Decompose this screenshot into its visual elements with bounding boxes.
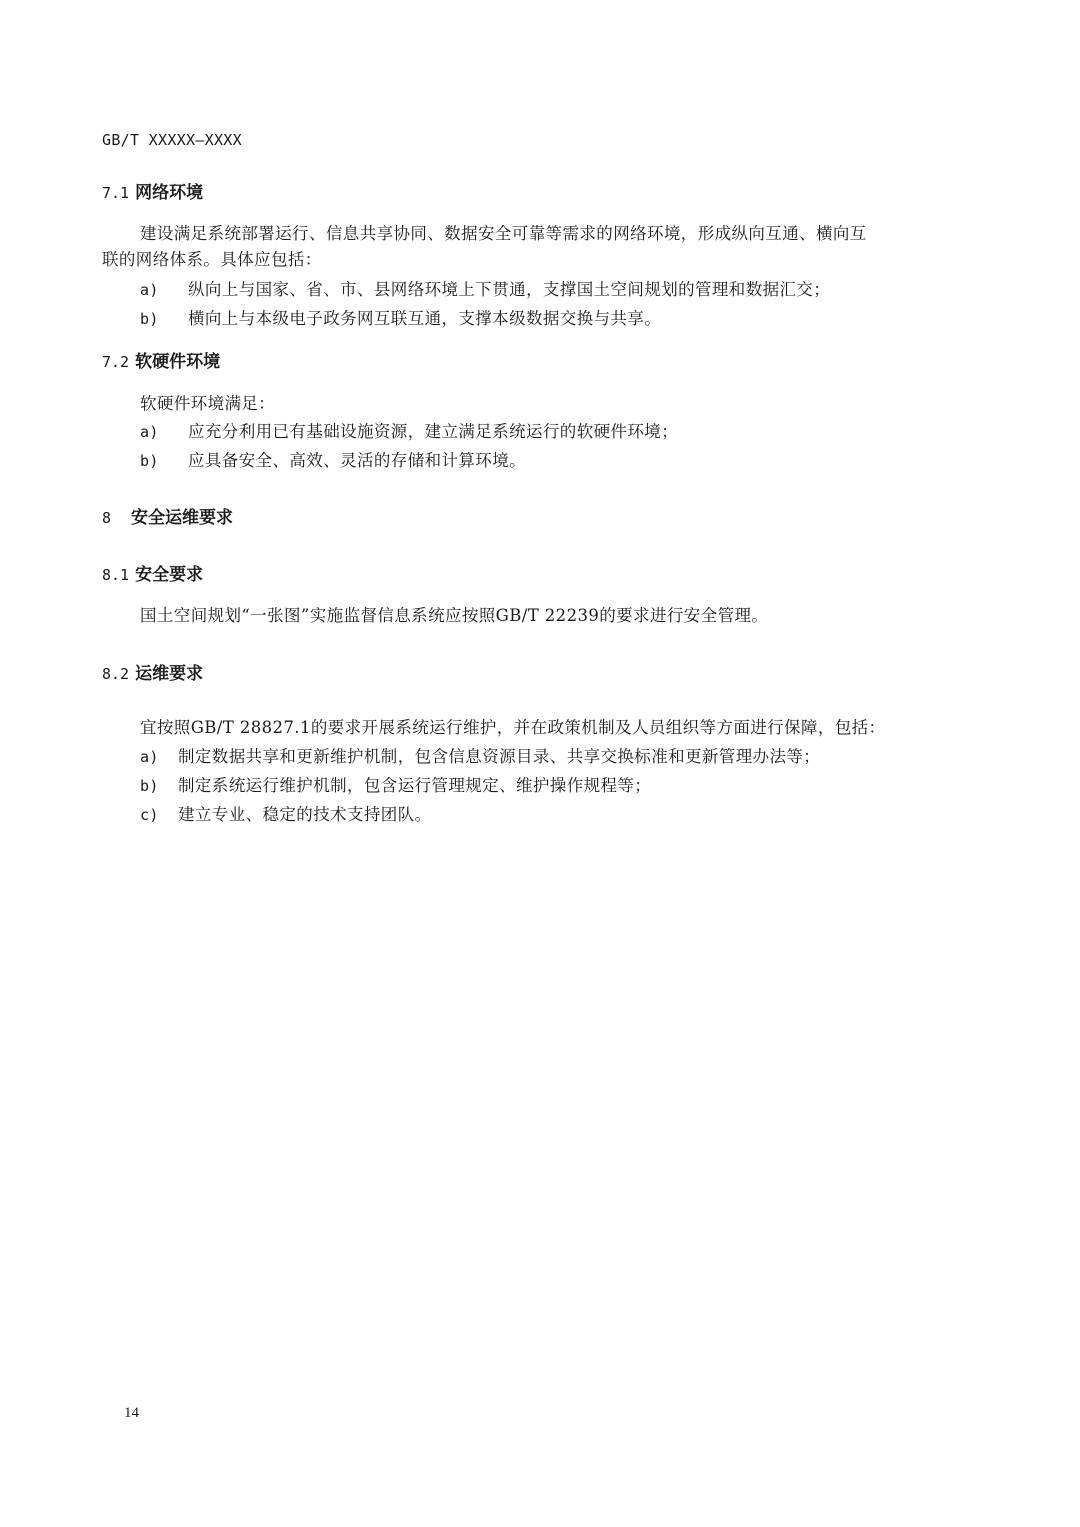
list-item-text: 横向上与本级电子政务网互联互通，支撑本级数据交换与共享。 bbox=[188, 309, 662, 328]
paragraph-line: 国土空间规划“一张图”实施监督信息系统应按照GB/T 22239的要求进行安全管理。 bbox=[140, 606, 769, 625]
list-item bbox=[140, 276, 830, 300]
list-item-text: 建立专业、稳定的技术支持团队。 bbox=[178, 805, 432, 824]
list-marker: b) bbox=[140, 310, 159, 328]
chapter-number: 8 bbox=[102, 509, 112, 527]
list-marker: b) bbox=[140, 777, 159, 795]
chapter-heading-8 bbox=[102, 503, 233, 528]
section-number: 8.2 bbox=[102, 665, 130, 683]
paragraph-line: 联的网络体系。具体应包括： bbox=[102, 250, 322, 269]
list-item-text: 应具备安全、高效、灵活的存储和计算环境。 bbox=[188, 451, 526, 470]
list-item bbox=[140, 743, 820, 767]
list-item-text: 制定系统运行维护机制，包含运行管理规定、维护操作规程等； bbox=[178, 776, 652, 795]
list-item-text: 应充分利用已有基础设施资源，建立满足系统运行的软硬件环境； bbox=[188, 422, 679, 441]
list-item bbox=[140, 447, 526, 471]
document-code: GB/T XXXXX—XXXX bbox=[102, 131, 242, 149]
list-item-text: 制定数据共享和更新维护机制，包含信息资源目录、共享交换标准和更新管理办法等； bbox=[178, 747, 821, 766]
page-number: 14 bbox=[124, 1405, 139, 1421]
section-title: 运维要求 bbox=[135, 664, 204, 684]
section-number: 8.1 bbox=[102, 566, 130, 584]
paragraph-line: 软硬件环境满足： bbox=[140, 394, 276, 413]
section-number: 7.2 bbox=[102, 353, 130, 371]
list-item bbox=[140, 772, 651, 796]
list-marker: b) bbox=[140, 452, 159, 470]
section-heading-8-2 bbox=[102, 659, 203, 684]
list-marker: a) bbox=[140, 423, 159, 441]
paragraph-line: 建设满足系统部署运行、信息共享协同、数据安全可靠等需求的网络环境，形成纵向互通、横向互 bbox=[140, 224, 867, 243]
list-marker: a) bbox=[140, 748, 159, 766]
list-item bbox=[140, 801, 432, 825]
section-title: 网络环境 bbox=[135, 183, 204, 203]
list-marker: c) bbox=[140, 806, 159, 824]
section-title: 安全要求 bbox=[135, 565, 204, 585]
chapter-title: 安全运维要求 bbox=[131, 508, 234, 528]
section-heading-8-1 bbox=[102, 560, 203, 585]
list-item-text: 纵向上与国家、省、市、县网络环境上下贯通，支撑国土空间规划的管理和数据汇交； bbox=[188, 280, 831, 299]
section-heading-7-1 bbox=[102, 178, 203, 203]
paragraph-line: 宜按照GB/T 28827.1的要求开展系统运行维护，并在政策机制及人员组织等方面进行保障，包括： bbox=[140, 718, 886, 737]
section-heading-7-2 bbox=[102, 347, 220, 372]
section-title: 软硬件环境 bbox=[135, 352, 221, 372]
list-marker: a) bbox=[140, 281, 159, 299]
section-number: 7.1 bbox=[102, 184, 130, 202]
list-item bbox=[140, 418, 678, 442]
list-item bbox=[140, 305, 661, 329]
